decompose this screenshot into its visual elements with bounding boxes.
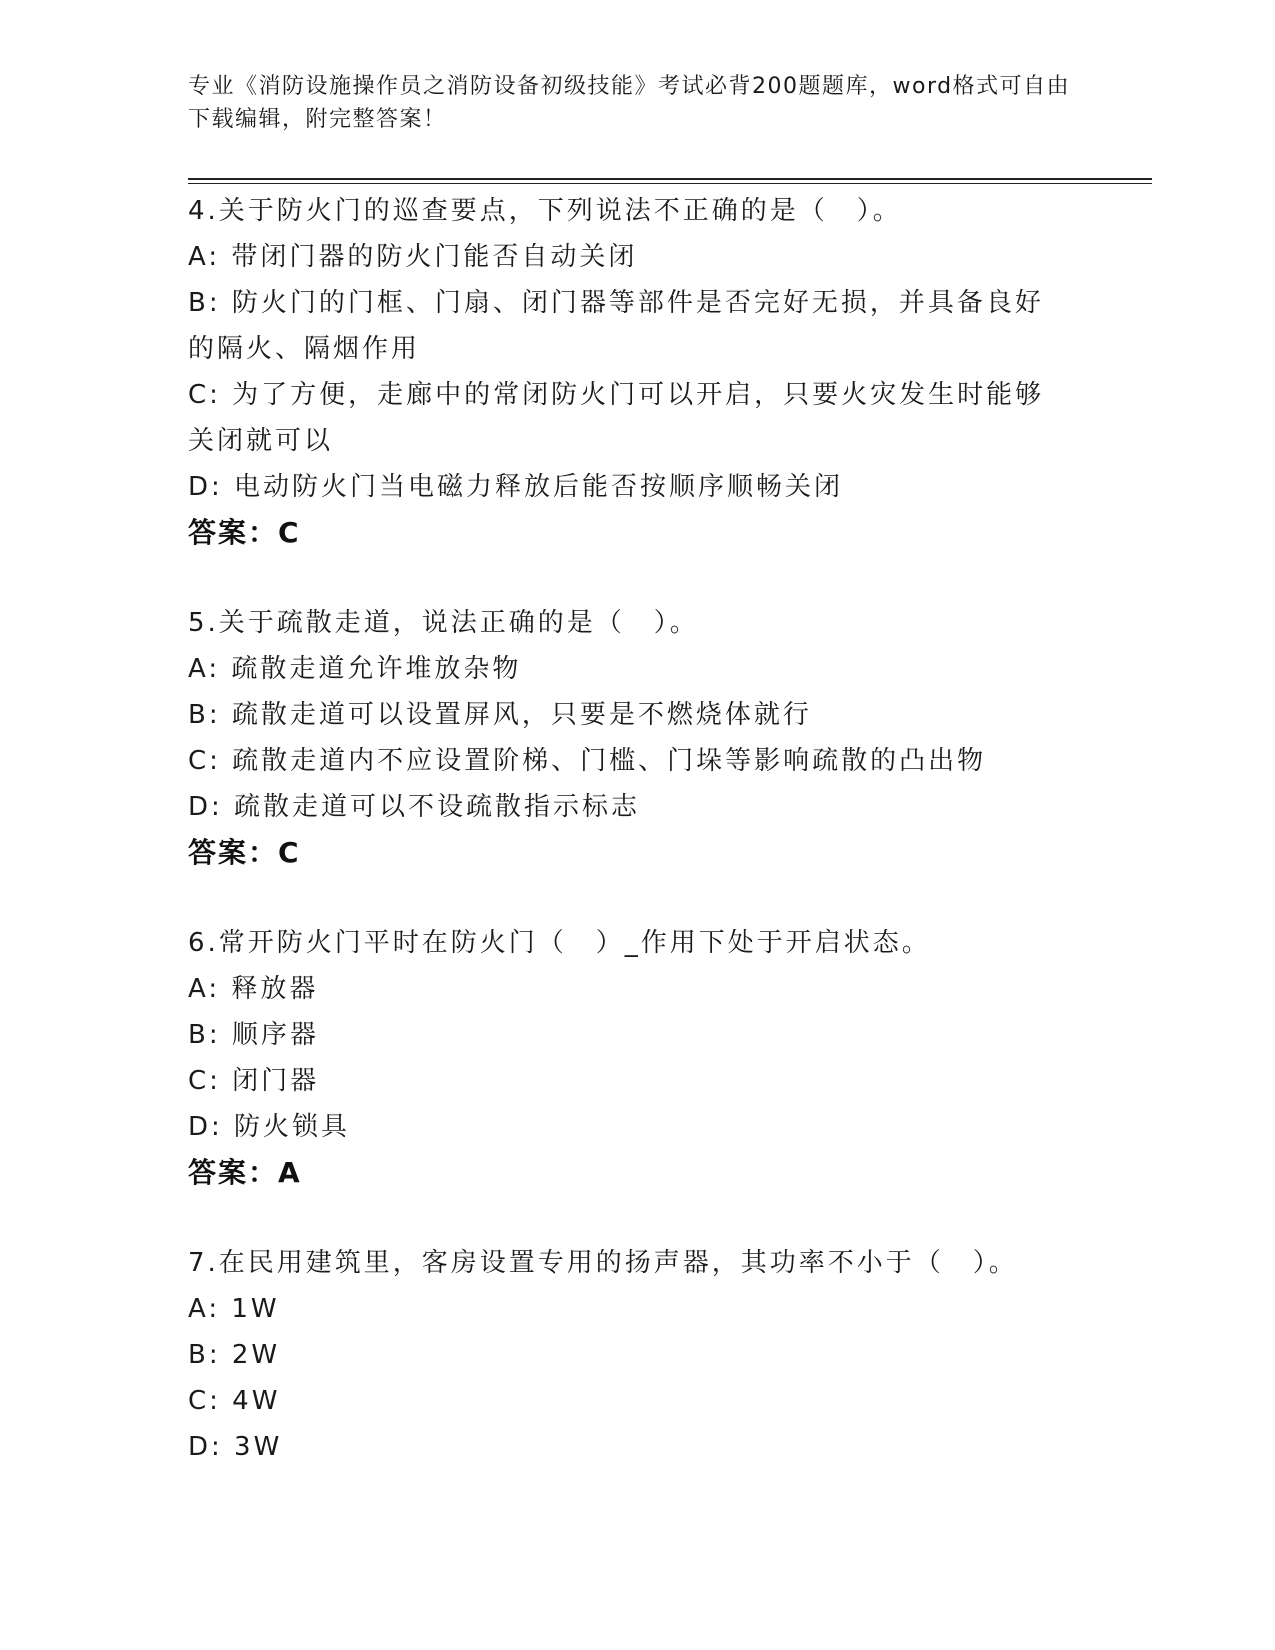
option-a: A: 1W <box>188 1294 280 1324</box>
question-stem: 4.关于防火门的巡查要点，下列说法不正确的是（ ）。 <box>188 196 902 226</box>
option-b: B: 防火门的门框、门扇、闭门器等部件是否完好无损，并具备良好的隔火、隔烟作用 <box>188 288 1044 364</box>
question-stem: 7.在民用建筑里，客房设置专用的扬声器，其功率不小于（ ）。 <box>188 1248 1018 1278</box>
question-7 <box>188 1240 1088 1470</box>
question-list <box>188 188 1088 1470</box>
option-c: C: 4W <box>188 1386 281 1416</box>
header-divider-thick <box>188 178 1152 180</box>
option-b: B: 2W <box>188 1340 281 1370</box>
option-a: A: 疏散走道允许堆放杂物 <box>188 654 522 684</box>
answer-label: 答案：C <box>188 516 301 549</box>
answer-label: 答案：A <box>188 1156 302 1189</box>
option-c: C: 疏散走道内不应设置阶梯、门槛、门垛等影响疏散的凸出物 <box>188 746 987 776</box>
document-header: 专业《消防设施操作员之消防设备初级技能》考试必背200题题库，word格式可自由下载编辑，附完整答案！ <box>188 74 1071 132</box>
option-a: A: 释放器 <box>188 974 319 1004</box>
answer-label: 答案：C <box>188 836 301 869</box>
option-b: B: 疏散走道可以设置屏风，只要是不燃烧体就行 <box>188 700 812 730</box>
option-c: C: 闭门器 <box>188 1066 320 1096</box>
question-6 <box>188 920 1088 1196</box>
option-c: C: 为了方便，走廊中的常闭防火门可以开启，只要火灾发生时能够关闭就可以 <box>188 380 1045 456</box>
question-stem: 6.常开防火门平时在防火门（ ）_作用下处于开启状态。 <box>188 928 931 958</box>
option-a: A: 带闭门器的防火门能否自动关闭 <box>188 242 638 272</box>
question-5 <box>188 600 1088 876</box>
option-d: D: 防火锁具 <box>188 1112 351 1142</box>
option-d: D: 电动防火门当电磁力释放后能否按顺序顺畅关闭 <box>188 472 844 502</box>
option-d: D: 3W <box>188 1432 283 1462</box>
option-b: B: 顺序器 <box>188 1020 319 1050</box>
option-d: D: 疏散走道可以不设疏散指示标志 <box>188 792 641 822</box>
question-4 <box>188 188 1088 556</box>
question-stem: 5.关于疏散走道，说法正确的是（ ）。 <box>188 608 699 638</box>
header-divider-thin <box>188 183 1152 184</box>
